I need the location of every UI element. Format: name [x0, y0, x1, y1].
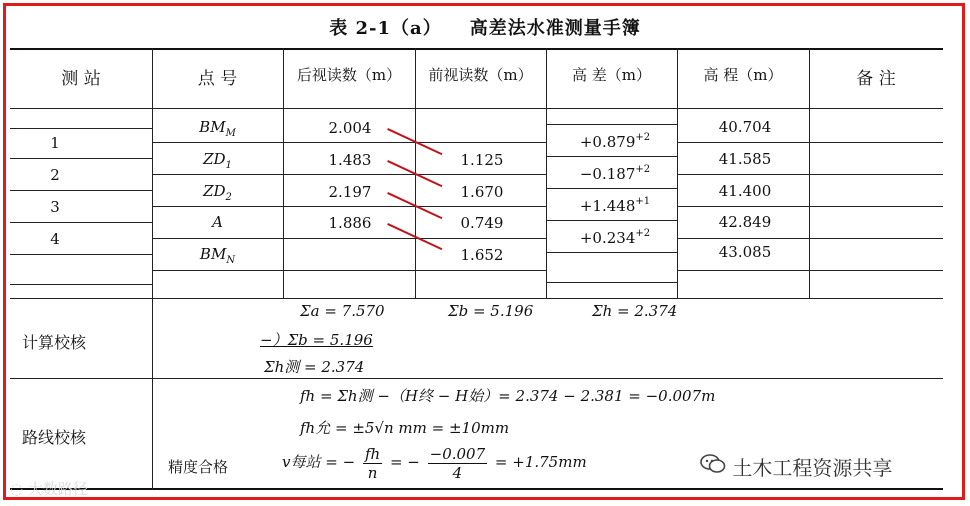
sum-h-measured: Σh测 = 2.374 [264, 358, 365, 376]
header-elevation: 高 程（m） [703, 66, 783, 84]
point-name: A [212, 213, 223, 231]
col-divider [152, 298, 153, 490]
station-cell: 4 [50, 230, 60, 248]
station-cell: 2 [50, 166, 60, 184]
closure-error-formula: fh = Σh测 −（H终 − H始）= 2.374 − 2.381 = −0.007m [300, 387, 716, 405]
point-cell [152, 150, 283, 171]
point-cell [152, 213, 283, 231]
point-cell [152, 182, 283, 203]
row-line [546, 252, 677, 253]
point-subscript: 1 [225, 160, 232, 171]
point-name: BM [199, 245, 227, 263]
row-line [677, 142, 943, 143]
table-title: 高差法水准测量手簿 [469, 18, 641, 39]
minus-sum-b: −）Σb = 5.196 [260, 331, 373, 349]
fraction-denominator: 4 [452, 463, 463, 482]
wechat-icon [700, 453, 726, 480]
row-line [10, 254, 152, 255]
point-cell [152, 118, 283, 139]
route-label: 路线校核 [22, 428, 87, 447]
row-line [677, 174, 943, 175]
sum-b: Σb = 5.196 [448, 302, 534, 320]
fraction-value [428, 445, 488, 482]
height-diff-value: +0.234 [579, 229, 636, 247]
sum-h: Σh = 2.374 [592, 302, 678, 320]
fraction-numerator: fh [364, 444, 381, 463]
height-diff-cell [560, 133, 670, 151]
foresight-cell: 1.125 [460, 151, 504, 169]
foresight-cell: 1.652 [460, 246, 504, 264]
fraction-numerator: −0.007 [429, 444, 486, 463]
row-line [152, 206, 546, 207]
check-label: 计算校核 [22, 333, 87, 352]
row-line [546, 282, 677, 283]
row-line [152, 142, 546, 143]
header-station: 测 站 [61, 69, 101, 89]
watermark-left-text: 大数路径 [27, 480, 88, 498]
row-line [546, 188, 677, 189]
row-line [10, 222, 152, 223]
col-divider [546, 48, 547, 298]
row-line [10, 284, 152, 285]
page-title [0, 14, 970, 40]
height-diff-cell [560, 197, 670, 215]
row-line [152, 270, 546, 271]
elevation-cell: 41.400 [718, 182, 772, 200]
row-line [546, 156, 677, 157]
point-name: ZD [203, 182, 226, 200]
elevation-cell: 42.849 [718, 213, 772, 231]
backsight-cell: 1.886 [328, 214, 372, 232]
point-name: BM [199, 118, 226, 136]
header-backsight: 后视读数（m） [296, 66, 402, 84]
allowable-error-formula: fh允 = ±5√n mm = ±10mm [300, 419, 510, 437]
watermark-logo-icon: ◌ [10, 480, 24, 498]
row-line [677, 270, 943, 271]
section-divider [10, 378, 943, 379]
watermark-left [10, 478, 88, 499]
row-line [677, 206, 943, 207]
elevation-cell: 41.585 [718, 150, 772, 168]
fraction-fh-n [363, 445, 382, 482]
header-remark: 备 注 [856, 69, 896, 89]
backsight-cell: 2.004 [328, 119, 372, 137]
backsight-cell: 1.483 [328, 151, 372, 169]
row-line [10, 158, 152, 159]
row-line [152, 238, 546, 239]
foresight-cell: 0.749 [460, 214, 504, 232]
backsight-cell: 2.197 [328, 183, 372, 201]
point-cell [152, 245, 283, 266]
point-subscript: 2 [225, 192, 232, 203]
per-station-correction [282, 442, 587, 482]
header-foresight: 前视读数（m） [428, 66, 533, 84]
point-subscript: M [225, 128, 236, 139]
table-number: 表 2-1（a） [329, 18, 442, 39]
row-line [677, 238, 943, 239]
correction-lhs: v每站 = − [282, 453, 356, 471]
point-subscript: N [226, 255, 236, 266]
section-divider [10, 298, 943, 299]
precision-label: 精度合格 [168, 458, 229, 476]
station-cell: 1 [50, 134, 60, 152]
watermark-text: 土木工程资源共享 [732, 456, 893, 480]
correction-equals: = − [389, 453, 420, 471]
height-diff-correction: +2 [635, 228, 651, 239]
height-diff-value: +1.448 [579, 197, 636, 215]
header-height-diff: 高 差（m） [572, 66, 651, 84]
row-line [546, 124, 677, 125]
col-divider [283, 48, 284, 298]
row-line [10, 128, 152, 129]
height-diff-cell [560, 229, 670, 247]
correction-result: = +1.75mm [494, 453, 587, 471]
row-line [152, 174, 546, 175]
height-diff-correction: +2 [635, 132, 651, 143]
station-cell: 3 [50, 198, 60, 216]
row-line [10, 190, 152, 191]
watermark-right [700, 452, 892, 481]
height-diff-correction: +2 [635, 164, 651, 175]
sum-a: Σa = 7.570 [300, 302, 385, 320]
elevation-cell: 40.704 [718, 118, 772, 136]
header-point: 点 号 [197, 69, 238, 89]
fraction-denominator: n [367, 463, 378, 482]
height-diff-correction: +1 [635, 196, 651, 207]
height-diff-cell [560, 165, 670, 183]
row-line [546, 220, 677, 221]
header-divider [10, 108, 943, 109]
foresight-cell: 1.670 [460, 183, 504, 201]
height-diff-value: −0.187 [579, 165, 636, 183]
height-diff-value: +0.879 [579, 133, 636, 151]
point-name: ZD [203, 150, 226, 168]
elevation-cell: 43.085 [718, 243, 772, 261]
col-divider [677, 48, 678, 298]
